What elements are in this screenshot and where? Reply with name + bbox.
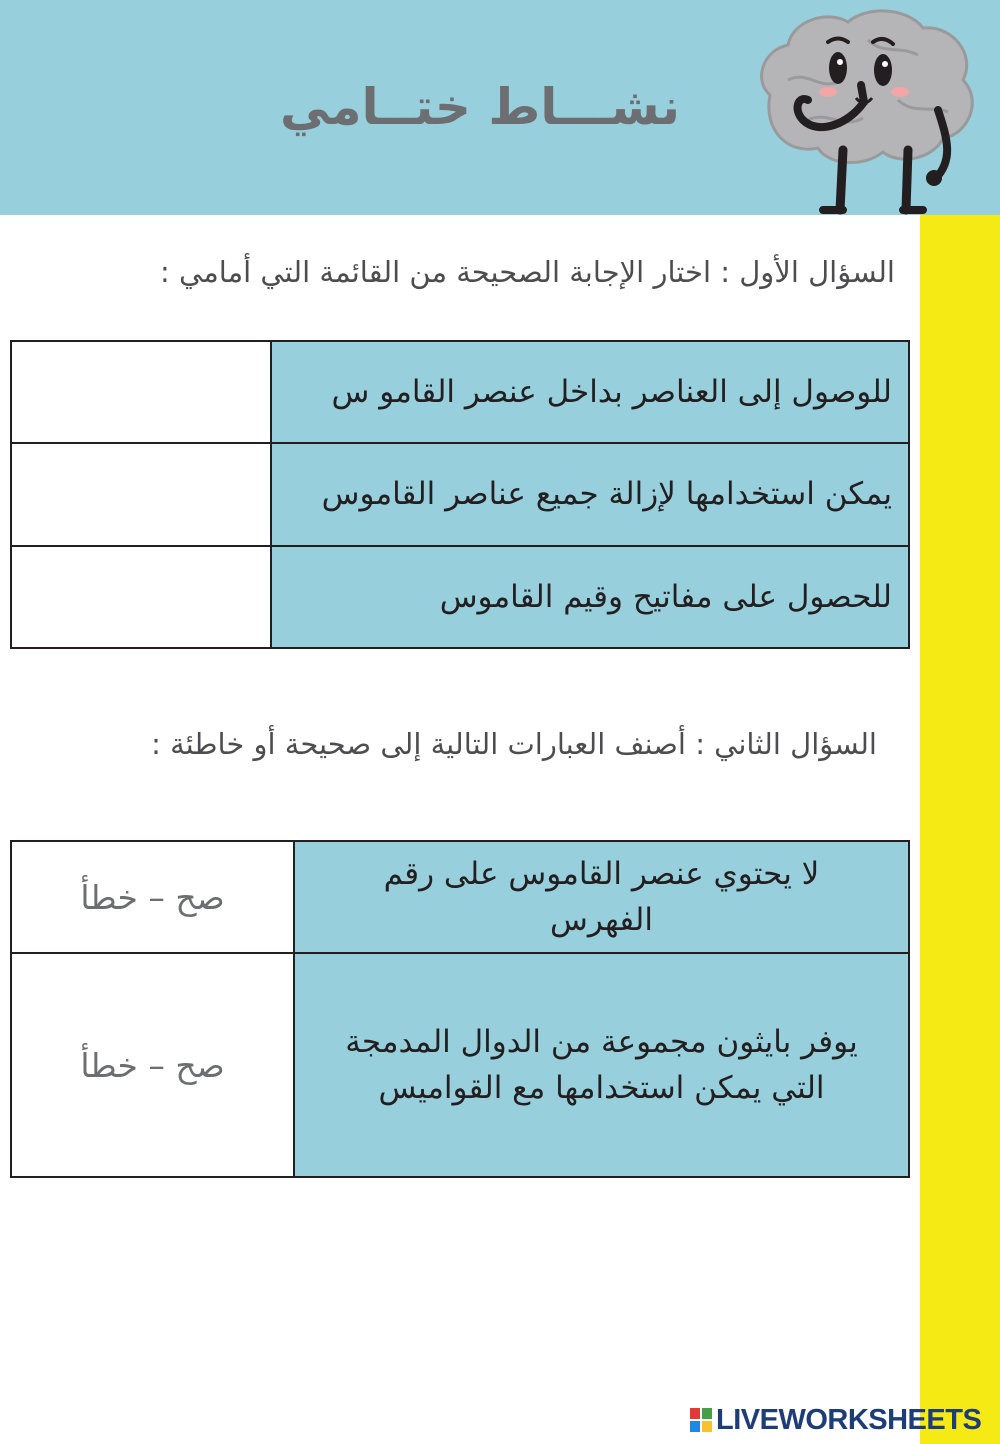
question-1-text: السؤال الأول : اختار الإجابة الصحيحة من القائمة التي أمامي : xyxy=(160,255,895,289)
q1-answer-dropzone[interactable] xyxy=(11,546,271,648)
q1-prompt-cell: للحصول على مفاتيح وقيم القاموس xyxy=(271,546,909,648)
table-row xyxy=(11,841,909,953)
true-false-selector[interactable]: صح – خطأ xyxy=(11,841,294,953)
brain-mascot-icon xyxy=(748,0,988,215)
question-2-table xyxy=(10,840,910,1178)
table-row xyxy=(11,341,909,443)
page-title: نشـــاط ختــامي xyxy=(280,78,680,136)
table-row xyxy=(11,443,909,545)
q1-prompt-cell: يمكن استخدامها لإزالة جميع عناصر القاموس xyxy=(271,443,909,545)
yellow-side-bar xyxy=(920,215,1000,1444)
question-2-text: السؤال الثاني : أصنف العبارات التالية إلى صحيحة أو خاطئة : xyxy=(151,727,877,761)
liveworksheets-logo-icon xyxy=(690,1408,712,1432)
liveworksheets-logo xyxy=(690,1400,990,1440)
q2-prompt-cell: يوفر بايثون مجموعة من الدوال المدمجة التي يمكن استخدامها مع القواميس xyxy=(294,953,909,1177)
question-1-table xyxy=(10,340,910,649)
table-row xyxy=(11,546,909,648)
true-false-selector[interactable]: صح – خطأ xyxy=(11,953,294,1177)
q1-answer-dropzone[interactable] xyxy=(11,341,271,443)
q1-prompt-cell: للوصول إلى العناصر بداخل عنصر القامو س xyxy=(271,341,909,443)
q1-answer-dropzone[interactable] xyxy=(11,443,271,545)
q2-prompt-cell: لا يحتوي عنصر القاموس على رقم الفهرس xyxy=(294,841,909,953)
table-row xyxy=(11,953,909,1177)
logo-text: LIVEWORKSHEETS xyxy=(716,1403,982,1436)
